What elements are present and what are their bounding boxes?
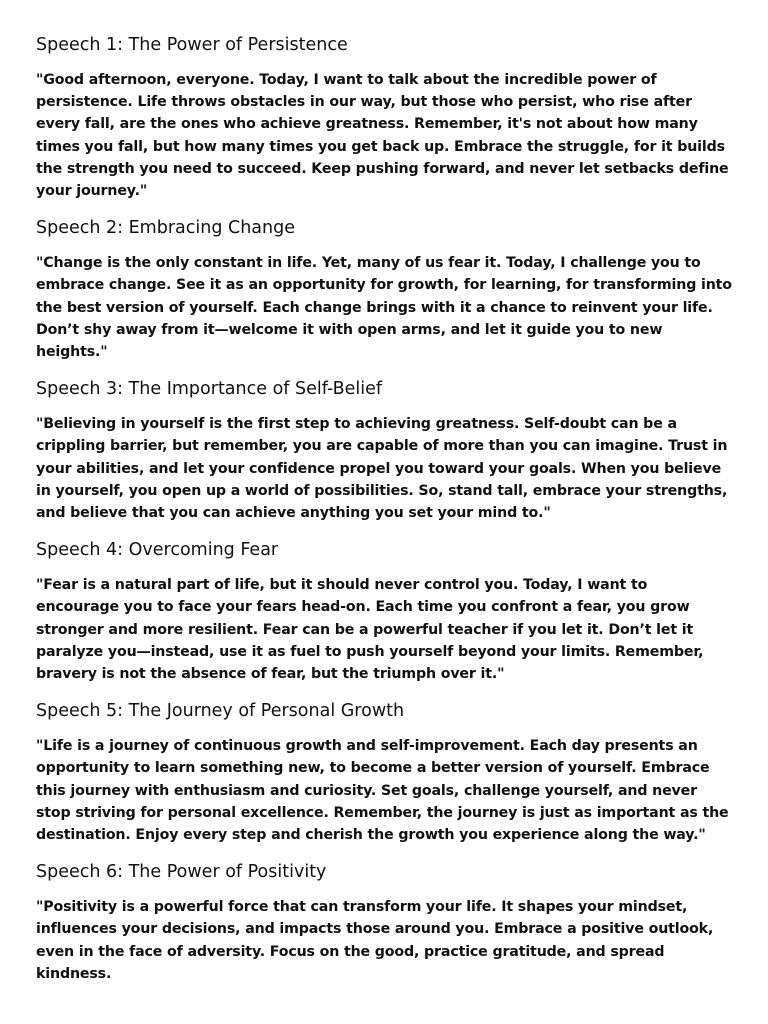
speech-title: Speech 5: The Journey of Personal Growth	[36, 701, 405, 722]
speech-section-1	[36, 33, 732, 202]
speech-title: Speech 1: The Power of Persistence	[36, 35, 348, 55]
speech-title: Speech 3: The Importance of Self-Belief	[36, 379, 383, 400]
speech-body: "Change is the only constant in life. Yet, many of us fear it. Today, I challenge you to embrace change. See it as an opportunity for growth, for learning, for transforming into the best version of yourself. Each change brings with it a chance to reinvent your life. Don’t shy away from it—welcome it with open arms, and let it guide you to new heights."	[36, 255, 732, 361]
speech-section-3	[36, 377, 732, 524]
speech-body: "Good afternoon, everyone. Today, I want to talk about the incredible power of persistence. Life throws obstacles in our way, but those who persist, who rise after every fall, are the ones who achieve greatness. Remember, it's not about how many times you fall, but how many times you get back up. Embrace the struggle, for it builds the strength you need to succeed. Keep pushing forward, and never let setbacks define your journey."	[36, 72, 729, 200]
speech-title: Speech 6: The Power of Positivity	[36, 862, 327, 883]
speech-body: "Life is a journey of continuous growth and self-improvement. Each day presents an opportunity to learn something new, to become a better version of yourself. Embrace this journey with enthusiasm and curiosity. Set goals, challenge yourself, and never stop striving for personal excellence. Remember, the journey is just as important as the destination. Enjoy every step and cherish the growth you experience along the way."	[36, 738, 729, 844]
speech-body: "Believing in yourself is the first step to achieving greatness. Self-doubt can be a crippling barrier, but remember, you are capable of more than you can imagine. Trust in your abilities, and let your confidence propel you toward your goals. When you believe in yourself, you open up a world of possibilities. So, stand tall, embrace your strengths, and believe that you can achieve anything you set your mind to."	[36, 416, 728, 522]
speech-section-4	[36, 538, 732, 685]
speech-body: "Positivity is a powerful force that can transform your life. It shapes your mindset, influences your decisions, and impacts those around you. Embrace a positive outlook, even in the face of adversity. Focus on the good, practice gratitude, and spread kindness.	[36, 899, 714, 982]
speech-title: Speech 2: Embracing Change	[36, 218, 295, 239]
speech-section-6	[36, 860, 732, 985]
speech-section-2	[36, 216, 732, 363]
speech-body: "Fear is a natural part of life, but it should never control you. Today, I want to encourage you to face your fears head-on. Each time you confront a fear, you grow stronger and more resilient. Fear can be a powerful teacher if you let it. Don’t let it paralyze you—instead, use it as fuel to push yourself beyond your limits. Remember, bravery is not the absence of fear, but the triumph over it."	[36, 577, 704, 683]
speech-section-5	[36, 699, 732, 846]
speech-title: Speech 4: Overcoming Fear	[36, 540, 279, 561]
